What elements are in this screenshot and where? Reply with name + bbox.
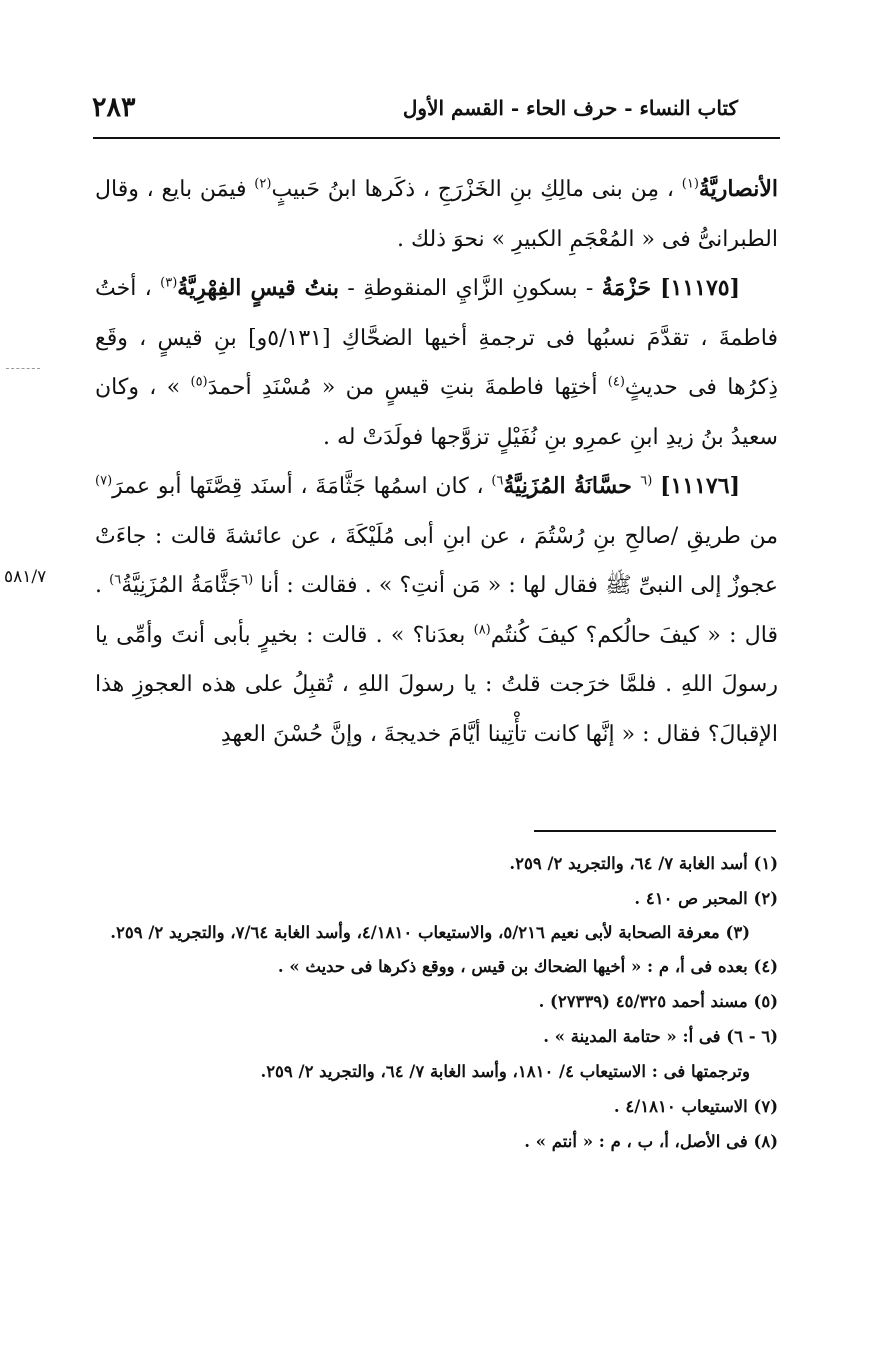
footnote-ref: (٦ [640, 473, 653, 489]
footnote-4: (٤) بعده فى أ، م : « أخيها الضحاك بن قيس ، ووقع ذكرها فى حديث » . [277, 957, 778, 976]
text-segment: أختِها فاطمةَ بنتِ قيسٍ من « مُسْنَدِ أحمدَ [207, 375, 608, 400]
entry-name-continued: الأنصاريَّةُ [698, 176, 778, 202]
entry-number: [١١١٧٦] [660, 473, 740, 499]
footnote-ref: (٥) [190, 374, 208, 390]
text-segment: - بسكونِ الزَّايِ المنقوطةِ - [339, 276, 602, 301]
footnote-7: (٧) الاستيعاب ٤/١٨١٠ . [613, 1097, 778, 1116]
footnote-ref: (٢) [254, 176, 272, 192]
entry-name-lineage: بنتُ قيسٍ الفِهْرِيَّةُ [177, 275, 340, 301]
footnote-ref: ٦) [491, 473, 504, 489]
running-title: كتاب النساء - حرف الحاء - القسم الأول [402, 96, 738, 120]
footnote-6-continued: وترجمتها فى : الاستيعاب ٤/ ١٨١٠، وأسد الغابة ٧/ ٦٤، والتجريد ٢/ ٢٥٩. [260, 1062, 750, 1081]
text-segment: ، أختُ فاطمةَ ، تقدَّمَ نسبُها فى ترجمةِ أخيها الضحَّاكِ [٥/١٣١و] بنِ قيسٍ ، وقَع ذِكرُها فى حديثٍ [95, 276, 778, 400]
paragraph-1 [95, 165, 778, 264]
entry-number: [١١١٧٥] [660, 275, 741, 301]
footnote-ref: (١) [681, 176, 699, 192]
footnote-ref: ٦) [109, 572, 122, 588]
footnote-1: (١) أسد الغابة ٧/ ٦٤، والتجريد ٢/ ٢٥٩. [509, 854, 778, 873]
text-segment: . قال : « كيفَ حالُكم؟ كيفَ كُنتُم [95, 573, 778, 648]
footnote-ref: (٣) [160, 275, 178, 291]
text-segment: بعدَنا؟ » . قالت : بخيرٍ بأبى أنتَ وأمِّى يا رسولَ اللهِ . فلمَّا خرَجت قلتُ : يا رسولَ اللهِ ، تُقبِلُ على هذه العجوزِ هذا الإقبالَ؟ فقال : « إنَّها كانت تأْتِينا أيَّامَ خديجةَ ، وإنَّ حُسْنَ العهدِ [95, 622, 778, 747]
text-segment: » ، وكان سعيدُ بنُ زيدِ ابنِ عمرِو بنِ نُفَيْلٍ تزوَّجها فولَدَتْ له . [95, 375, 778, 450]
text-segment: ، كان اسمُها جَثَّامَةَ ، أسنَد قِصَّتَها أبو عمرَ [112, 474, 492, 499]
footnote-6: (٦ - ٦) فى أ: « حتامة المدينة » . [543, 1027, 778, 1046]
footnote-8: (٨) فى الأصل، أ، ب ، م : « أنتم » . [524, 1132, 778, 1151]
footnote-ref: (٧) [95, 473, 113, 489]
text-segment: من طريقِ /صالحِ بنِ رُسْتُمَ ، عن ابنِ أبى مُلَيْكَةَ ، عن عائشةَ قالت : جاءَتْ عجوزٌ إلى النبىِّ ﷺ فقال لها : « مَن أنتِ؟ » . فقالت : أنا [95, 523, 778, 598]
text-segment: جَثَّامَةُ المُزَنِيَّةُ [121, 573, 242, 598]
header-rule [93, 137, 780, 139]
margin-page-reference: ٥٨١/٧ [4, 567, 47, 587]
margin-mark [6, 368, 40, 369]
footnotes [95, 846, 778, 1159]
entry-name: حَزْمَةُ [601, 275, 661, 301]
footnote-rule [534, 830, 776, 832]
footnote-ref: (٦ [241, 572, 254, 588]
text-segment: فيمَن بايع ، وقال الطبرانىُّ فى « المُعْجَمِ الكبيرِ » نحوَ ذلك . [95, 177, 778, 252]
footnote-5: (٥) مسند أحمد ٤٥/٣٢٥ (٢٧٣٣٩) . [538, 992, 778, 1011]
entry-name: حسَّانَةُ المُزَنِيَّةُ [503, 473, 641, 499]
footnote-ref: (٤) [607, 374, 625, 390]
footnote-2: (٢) المحبر ص ٤١٠ . [634, 889, 778, 908]
text-segment: ، مِن بنى مالِكِ بنِ الخَزْرَجِ ، ذكَرها ابنُ حَبيبٍ [271, 177, 682, 202]
footnote-ref: (٨) [473, 622, 491, 638]
entry-11175 [95, 264, 778, 462]
page-number: ٢٨٣ [92, 92, 136, 123]
footnote-3: (٣) معرفة الصحابة لأبى نعيم ٥/٢١٦، والاستيعاب ٤/١٨١٠، وأسد الغابة ٧/٦٤، والتجريد ٢/ ٢٥٩. [110, 923, 750, 942]
running-head [90, 92, 778, 132]
main-text [95, 165, 778, 759]
entry-11176 [95, 462, 778, 759]
